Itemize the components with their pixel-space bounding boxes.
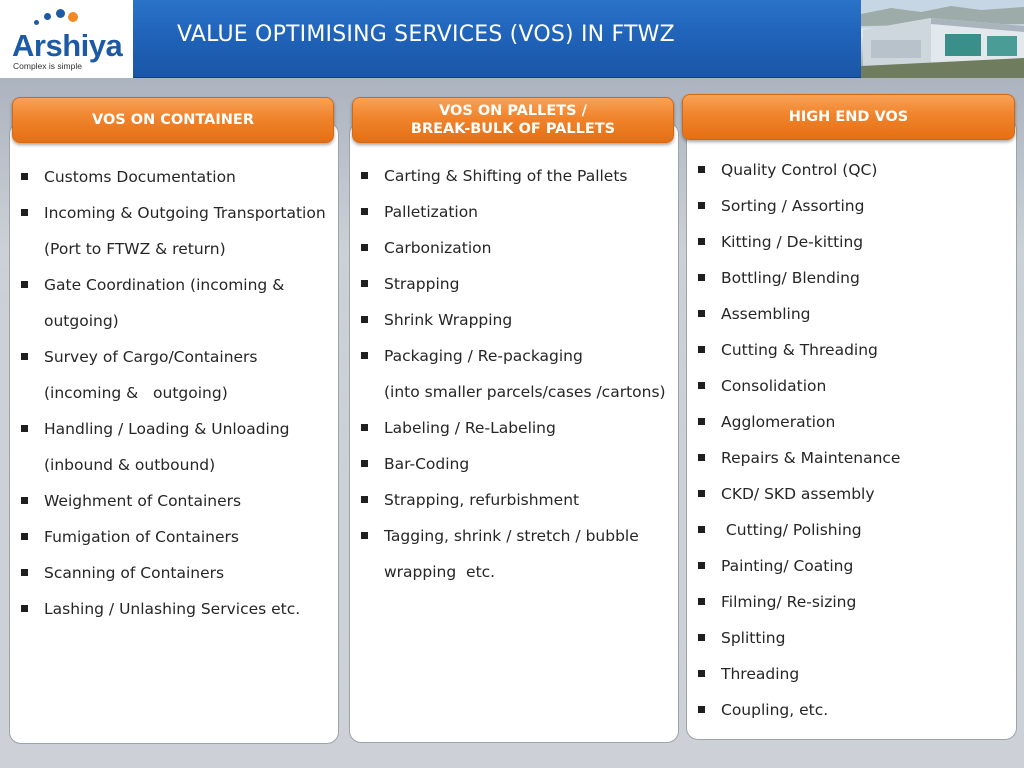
container-vos-panel <box>9 122 339 744</box>
square-bullet-icon <box>698 310 705 317</box>
service-item-text: Kitting / De-kitting <box>721 233 864 251</box>
pallets-vos-list <box>357 158 666 590</box>
service-item-text: Assembling <box>721 305 811 323</box>
square-bullet-icon <box>698 634 705 641</box>
square-bullet-icon <box>698 238 705 245</box>
service-list-item <box>694 440 900 476</box>
service-list-item <box>17 195 326 231</box>
square-bullet-icon <box>698 166 705 173</box>
square-bullet-icon <box>698 382 705 389</box>
pallets-vos-heading <box>352 97 674 143</box>
service-item-text: (Port to FTWZ & return) <box>44 240 226 258</box>
square-bullet-icon <box>21 533 28 540</box>
service-list-item-continuation <box>17 303 326 339</box>
service-item-text: Weighment of Containers <box>44 492 242 510</box>
square-bullet-icon <box>361 244 368 251</box>
service-item-text: Painting/ Coating <box>721 557 854 575</box>
service-item-text: Handling / Loading & Unloading <box>44 420 290 438</box>
service-list-item <box>17 555 326 591</box>
service-list-item <box>357 266 666 302</box>
container-vos-list <box>17 159 326 627</box>
service-item-text: Consolidation <box>721 377 827 395</box>
service-item-text: Bottling/ Blending <box>721 269 860 287</box>
service-list-item <box>694 404 900 440</box>
service-item-text: (inbound & outbound) <box>44 456 216 474</box>
service-item-text: Quality Control (QC) <box>721 161 878 179</box>
service-list-item <box>357 338 666 374</box>
square-bullet-icon <box>361 208 368 215</box>
square-bullet-icon <box>361 460 368 467</box>
square-bullet-icon <box>698 418 705 425</box>
service-item-text: Bar-Coding <box>384 455 470 473</box>
square-bullet-icon <box>361 352 368 359</box>
service-item-text: Customs Documentation <box>44 168 236 186</box>
warehouse-photo <box>861 0 1024 78</box>
square-bullet-icon <box>21 353 28 360</box>
square-bullet-icon <box>21 569 28 576</box>
square-bullet-icon <box>698 670 705 677</box>
service-list-item <box>17 411 326 447</box>
service-item-text: Carting & Shifting of the Pallets <box>384 167 628 185</box>
square-bullet-icon <box>361 172 368 179</box>
logo-tagline: Complex is simple <box>13 61 82 71</box>
square-bullet-icon <box>698 526 705 533</box>
service-item-text: Survey of Cargo/Containers <box>44 348 258 366</box>
service-item-text: Lashing / Unlashing Services etc. <box>44 600 301 618</box>
square-bullet-icon <box>21 173 28 180</box>
service-item-text: Shrink Wrapping <box>384 311 513 329</box>
service-list-item <box>694 584 900 620</box>
service-list-item <box>357 194 666 230</box>
service-list-item <box>694 224 900 260</box>
service-item-text: Threading <box>721 665 800 683</box>
page-title: VALUE OPTIMISING SERVICES (VOS) IN FTWZ <box>177 22 675 47</box>
service-list-item-continuation <box>17 375 326 411</box>
square-bullet-icon <box>698 202 705 209</box>
service-list-item <box>694 260 900 296</box>
service-list-item <box>694 188 900 224</box>
service-item-text: (incoming & outgoing) <box>44 384 228 402</box>
service-item-text: (into smaller parcels/cases /cartons) <box>384 383 666 401</box>
service-list-item <box>17 267 326 303</box>
service-item-text: CKD/ SKD assembly <box>721 485 875 503</box>
service-list-item <box>357 482 666 518</box>
service-item-text: Agglomeration <box>721 413 836 431</box>
square-bullet-icon <box>361 316 368 323</box>
logo-dots-icon <box>34 8 84 30</box>
service-list-item <box>17 483 326 519</box>
service-list-item <box>694 548 900 584</box>
service-list-item <box>357 302 666 338</box>
container-vos-heading <box>12 97 334 143</box>
column-heading-line: HIGH END VOS <box>788 109 909 125</box>
service-item-text: Tagging, shrink / stretch / bubble <box>384 527 639 545</box>
high-end-vos-list <box>694 152 900 728</box>
square-bullet-icon <box>21 281 28 288</box>
square-bullet-icon <box>698 346 705 353</box>
square-bullet-icon <box>698 706 705 713</box>
pallets-vos-panel <box>349 122 679 743</box>
service-list-item <box>694 296 900 332</box>
title-bar <box>133 0 861 78</box>
service-item-text: Scanning of Containers <box>44 564 225 582</box>
service-list-item <box>357 158 666 194</box>
service-item-text: Gate Coordination (incoming & <box>44 276 285 294</box>
square-bullet-icon <box>21 209 28 216</box>
service-item-text: Carbonization <box>384 239 492 257</box>
service-item-text: Palletization <box>384 203 479 221</box>
service-item-text: Strapping, refurbishment <box>384 491 580 509</box>
service-item-text: wrapping etc. <box>384 563 496 581</box>
service-list-item <box>694 656 900 692</box>
service-list-item <box>694 332 900 368</box>
logo-name: Arshiya <box>12 28 123 63</box>
service-item-text: Splitting <box>721 629 786 647</box>
square-bullet-icon <box>361 532 368 539</box>
arshiya-logo <box>0 0 133 78</box>
service-item-text: Cutting/ Polishing <box>721 521 862 539</box>
service-list-item <box>694 476 900 512</box>
service-item-text: Labeling / Re-Labeling <box>384 419 556 437</box>
service-item-text: Incoming & Outgoing Transportation <box>44 204 326 222</box>
square-bullet-icon <box>361 424 368 431</box>
service-item-text: Strapping <box>384 275 460 293</box>
service-item-text: Fumigation of Containers <box>44 528 239 546</box>
service-list-item <box>694 692 900 728</box>
service-list-item <box>17 519 326 555</box>
service-list-item <box>357 410 666 446</box>
square-bullet-icon <box>21 605 28 612</box>
column-heading-line: VOS ON PALLETS / <box>439 103 587 119</box>
service-list-item <box>357 230 666 266</box>
service-list-item <box>17 591 326 627</box>
service-list-item <box>17 159 326 195</box>
square-bullet-icon <box>21 425 28 432</box>
square-bullet-icon <box>698 454 705 461</box>
service-list-item-continuation <box>17 447 326 483</box>
column-heading-line: BREAK-BULK OF PALLETS <box>410 121 616 137</box>
service-item-text: Repairs & Maintenance <box>721 449 901 467</box>
service-list-item <box>357 518 666 554</box>
column-heading-line: VOS ON CONTAINER <box>92 112 254 128</box>
square-bullet-icon <box>698 490 705 497</box>
service-item-text: Filming/ Re-sizing <box>721 593 857 611</box>
service-list-item-continuation <box>357 554 666 590</box>
service-list-item <box>694 152 900 188</box>
service-list-item <box>694 512 900 548</box>
high-end-vos-panel <box>686 118 1017 740</box>
service-item-text: Packaging / Re-packaging <box>384 347 583 365</box>
service-list-item-continuation <box>357 374 666 410</box>
service-item-text: outgoing) <box>44 312 119 330</box>
service-list-item <box>694 620 900 656</box>
service-list-item <box>17 339 326 375</box>
square-bullet-icon <box>698 274 705 281</box>
slide-header <box>0 0 1024 78</box>
service-item-text: Sorting / Assorting <box>721 197 865 215</box>
service-list-item <box>357 446 666 482</box>
square-bullet-icon <box>21 497 28 504</box>
square-bullet-icon <box>698 598 705 605</box>
high-end-vos-heading <box>682 94 1015 140</box>
service-item-text: Coupling, etc. <box>721 701 829 719</box>
service-item-text: Cutting & Threading <box>721 341 878 359</box>
square-bullet-icon <box>361 496 368 503</box>
square-bullet-icon <box>361 280 368 287</box>
service-list-item <box>694 368 900 404</box>
service-list-item-continuation <box>17 231 326 267</box>
square-bullet-icon <box>698 562 705 569</box>
